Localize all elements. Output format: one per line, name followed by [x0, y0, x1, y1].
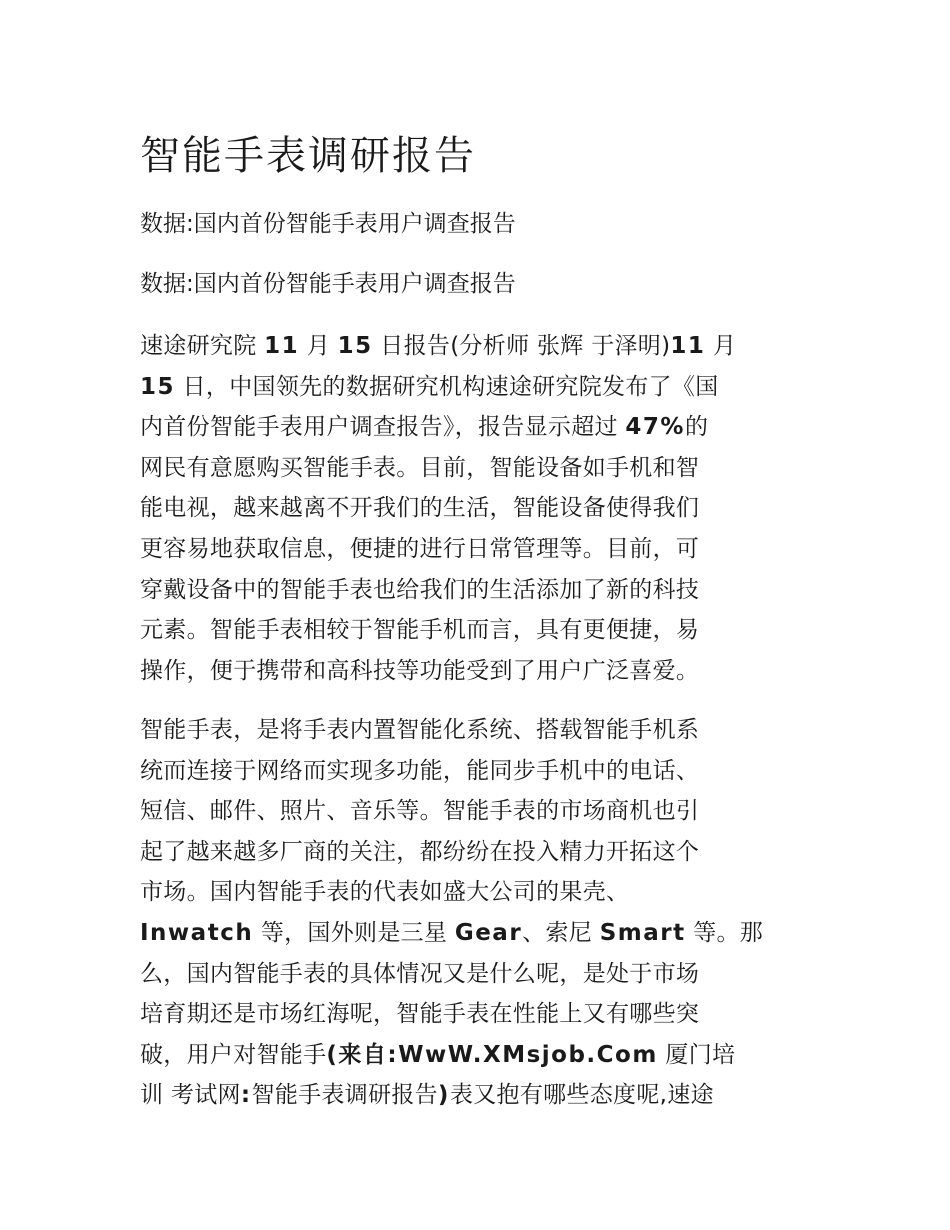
paragraph-line: [140, 751, 820, 792]
bold-text-run: (来自:WwW.XMsjob.Com: [326, 1041, 658, 1068]
text-run: 智能手表调研报告: [251, 1082, 438, 1109]
text-run: 破，用户对智能手: [140, 1041, 327, 1068]
text-run: 日，中国领先的数据研究机构速途研究院发布了《国: [175, 373, 719, 400]
text-run: 等，国外则是三星: [253, 919, 455, 946]
text-run: 操作，便于携带和高科技等功能受到了用户广泛喜爱。: [140, 657, 700, 684]
text-run: 、索尼: [522, 919, 600, 946]
paragraph-line: [140, 954, 820, 995]
text-run: 厦门培: [657, 1041, 736, 1068]
paragraph-line: [140, 488, 820, 529]
text-run: 穿戴设备中的智能手表也给我们的生活添加了新的科技: [140, 576, 700, 603]
paragraph-line: [140, 832, 820, 873]
text-run: 等。那: [685, 919, 764, 946]
text-run: 么，国内智能手表的具体情况又是什么呢，是处于市场: [140, 960, 700, 987]
paragraph-line: [140, 448, 820, 489]
body-paragraph-report-summary: [140, 326, 820, 691]
text-run: 表又抱有哪些态度呢,速途: [449, 1082, 714, 1109]
text-run: 月: [705, 333, 737, 359]
data-source-line: 数据:国内首份智能手表用户调查报告: [140, 271, 516, 297]
paragraph-line: [140, 407, 820, 448]
paragraph-line: [140, 367, 820, 408]
paragraph-line: [140, 326, 820, 367]
bold-text-run: 47%: [625, 414, 685, 441]
document-title: 智能手表调研报告: [140, 133, 476, 179]
text-run: 智能手表，是将手表内置智能化系统、搭载智能手机系: [140, 717, 700, 743]
paragraph-line: [140, 610, 820, 651]
text-run: 网民有意愿购买智能手表。目前，智能设备如手机和智: [140, 454, 700, 481]
bold-text-run: ): [437, 1082, 450, 1109]
text-run: 内首份智能手表用户调查报告》，报告显示超过: [140, 414, 626, 441]
text-run: 元素。智能手表相较于智能手机而言，具有更便捷，易: [140, 617, 700, 644]
paragraph-line: [140, 529, 820, 570]
text-run: 日报告(分析师 张辉 于泽明): [372, 333, 671, 359]
text-run: 培育期还是市场红海呢，智能手表在性能上又有哪些突: [140, 1001, 700, 1028]
text-run: 统而连接于网络而实现多功能，能同步手机中的电话、: [140, 757, 700, 784]
paragraph-line: [140, 570, 820, 611]
text-run: 的: [684, 414, 709, 441]
text-run: 短信、邮件、照片、音乐等。智能手表的市场商机也引: [140, 798, 700, 825]
paragraph-line: [140, 791, 820, 832]
text-run: 更容易地获取信息，便捷的进行日常管理等。目前，可: [140, 535, 700, 562]
paragraph-line: [140, 710, 820, 751]
bold-text-run: 15: [140, 373, 176, 400]
paragraph-line: [140, 994, 820, 1035]
data-source-line: 数据:国内首份智能手表用户调查报告: [140, 211, 516, 237]
bold-text-run: Inwatch: [140, 919, 254, 946]
paragraph-line: [140, 913, 820, 954]
text-run: 能电视，越来越离不开我们的生活，智能设备使得我们: [140, 495, 700, 522]
paragraph-line: [140, 872, 820, 913]
paragraph-line: [140, 1075, 820, 1116]
bold-text-run: Gear: [454, 919, 523, 946]
text-run: 起了越来越多厂商的关注，都纷纷在投入精力开拓这个: [140, 838, 700, 865]
paragraph-line: [140, 1035, 820, 1076]
text-run: 速途研究院: [140, 333, 265, 359]
bold-text-run: Smart: [599, 919, 686, 946]
paragraph-line: [140, 651, 820, 692]
text-run: 训 考试网: [140, 1082, 241, 1109]
body-paragraph-smartwatch-market: [140, 710, 820, 1116]
bold-text-run: 11: [264, 333, 300, 359]
text-run: 月: [299, 333, 338, 359]
text-run: 市场。国内智能手表的代表如盛大公司的果壳、: [140, 879, 630, 906]
bold-text-run: 11: [670, 333, 706, 359]
bold-text-run: :: [240, 1082, 252, 1109]
bold-text-run: 15: [337, 333, 373, 359]
